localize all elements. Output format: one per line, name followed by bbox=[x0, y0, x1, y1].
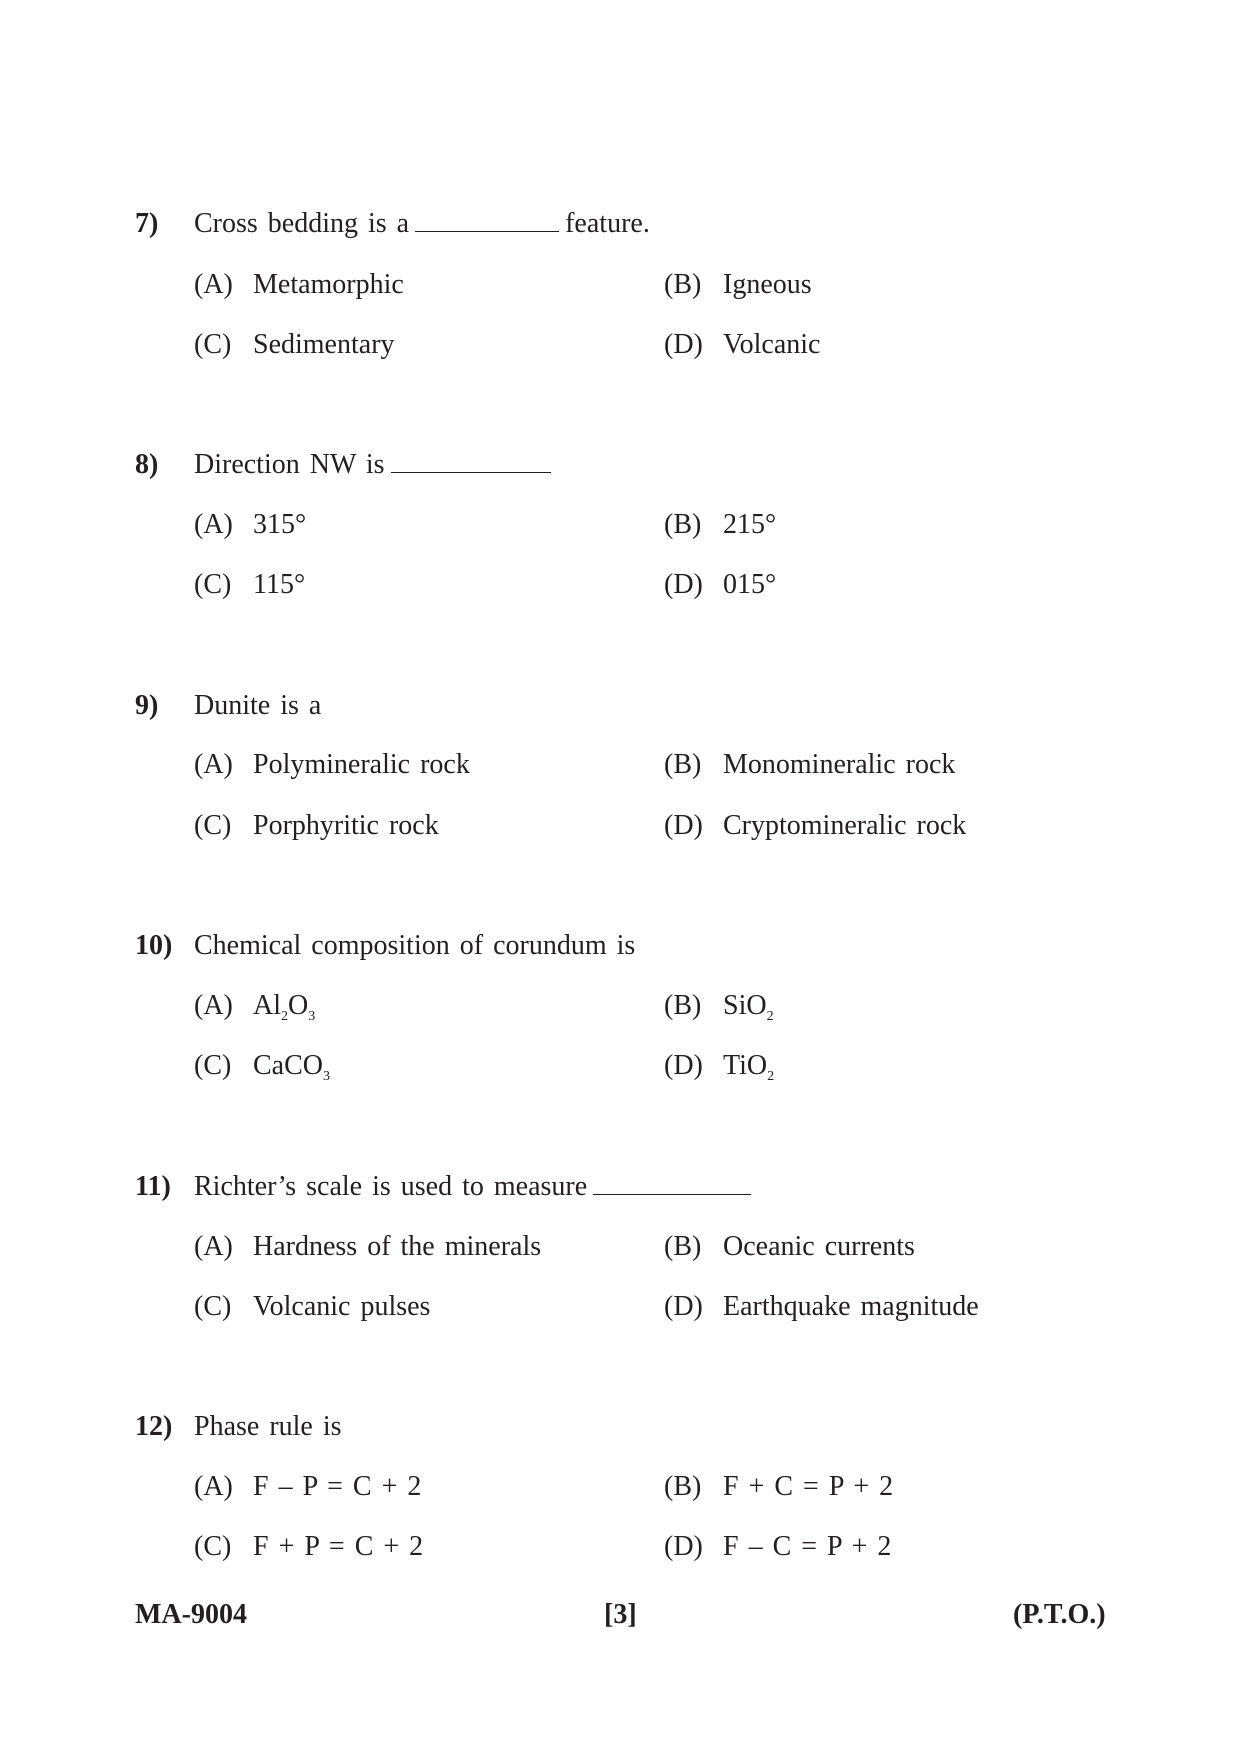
answer-blank bbox=[391, 450, 551, 473]
option-d: (D) Volcanic bbox=[664, 329, 821, 360]
question-number: 10) bbox=[135, 930, 173, 961]
option-a: (A) 315° bbox=[194, 509, 307, 540]
option-a: (A) Polymineralic rock bbox=[194, 749, 470, 780]
question-number: 7) bbox=[135, 208, 159, 239]
option-a: (A) Metamorphic bbox=[194, 269, 404, 300]
question-number: 9) bbox=[135, 690, 159, 721]
question-text: Richter’s scale is used to measure bbox=[194, 1170, 757, 1204]
option-d: (D) TiO$_2$ bbox=[664, 1050, 775, 1084]
question-number: 11) bbox=[135, 1171, 171, 1202]
option-a: (A) F – P = C + 2 bbox=[194, 1471, 422, 1502]
option-c: (C) F + P = C + 2 bbox=[194, 1531, 424, 1562]
option-b: (B) SiO$_2$ bbox=[664, 990, 774, 1024]
please-turn-over: (P.T.O.) bbox=[1013, 1599, 1106, 1630]
paper-code: MA-9004 bbox=[135, 1599, 247, 1630]
question-number: 8) bbox=[135, 449, 159, 480]
option-b: (B) Monomineralic rock bbox=[664, 749, 956, 780]
question-text: Cross bedding is a feature. bbox=[194, 208, 650, 239]
question-text: Chemical composition of corundum is bbox=[194, 930, 636, 961]
question-text: Dunite is a bbox=[194, 690, 322, 721]
option-b: (B) 215° bbox=[664, 509, 777, 540]
answer-blank bbox=[593, 1172, 751, 1195]
option-c: (C) 115° bbox=[194, 569, 306, 600]
question-number: 12) bbox=[135, 1411, 173, 1442]
option-c: (C) CaCO$_3$ bbox=[194, 1050, 330, 1084]
option-d: (D) Earthquake magnitude bbox=[664, 1291, 979, 1322]
option-b: (B) F + C = P + 2 bbox=[664, 1471, 894, 1502]
option-c: (C) Volcanic pulses bbox=[194, 1291, 431, 1322]
page-number: [3] bbox=[604, 1599, 637, 1630]
option-b: (B) Igneous bbox=[664, 269, 812, 300]
question-text: Direction NW is bbox=[194, 448, 557, 482]
option-a: (A) Hardness of the minerals bbox=[194, 1231, 542, 1262]
option-c: (C) Porphyritic rock bbox=[194, 810, 439, 841]
option-c: (C) Sedimentary bbox=[194, 329, 395, 360]
option-d: (D) Cryptomineralic rock bbox=[664, 810, 967, 841]
option-d: (D) F – C = P + 2 bbox=[664, 1531, 892, 1562]
answer-blank bbox=[415, 209, 559, 232]
question-text: Phase rule is bbox=[194, 1411, 342, 1442]
option-a: (A) $Al_2O_3$ bbox=[194, 990, 316, 1024]
option-b: (B) Oceanic currents bbox=[664, 1231, 915, 1262]
option-d: (D) 015° bbox=[664, 569, 777, 600]
